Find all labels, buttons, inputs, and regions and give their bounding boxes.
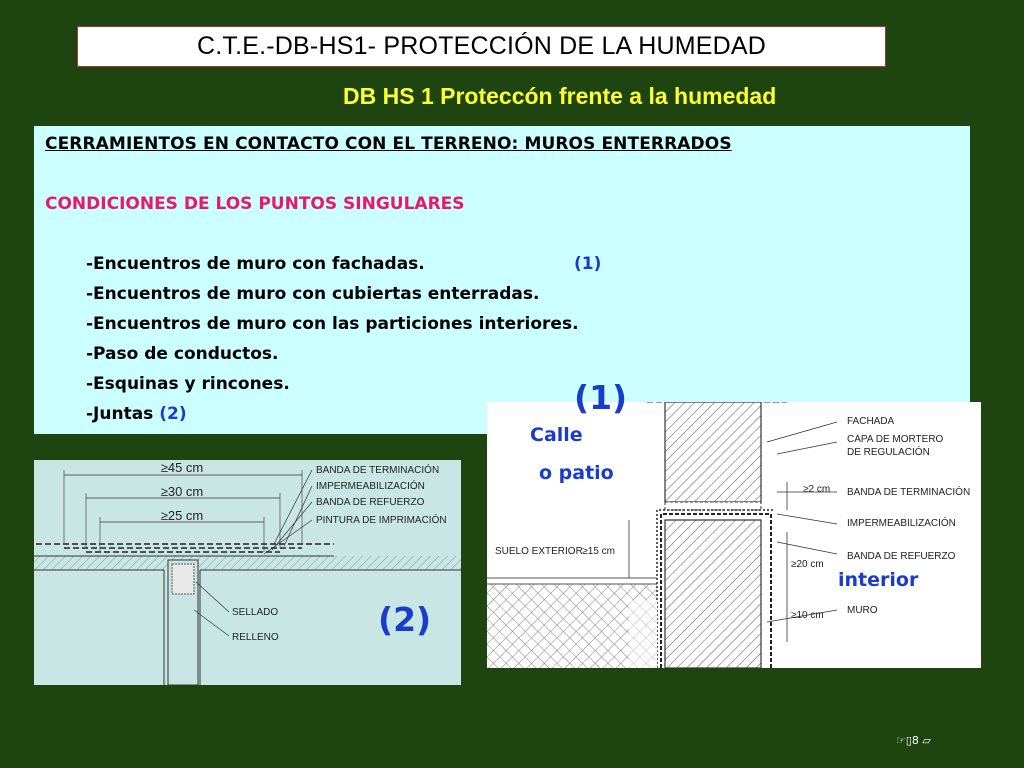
label-patio: o patio: [539, 462, 614, 484]
label-pintura: PINTURA DE IMPRIMACIÓN: [316, 515, 447, 526]
dim-2cm: ≥2 cm: [803, 484, 831, 495]
reference-1: (1): [574, 254, 602, 274]
list-item: -Paso de conductos.: [86, 344, 279, 364]
slide-subtitle: DB HS 1 Proteccón frente a la humedad: [343, 83, 777, 109]
dim-15cm: ≥15 cm: [582, 546, 615, 557]
label-calle: Calle: [530, 424, 583, 446]
list-item-label: -Juntas: [86, 404, 154, 424]
figure-1-label: (1): [574, 378, 628, 417]
label-muro: MURO: [847, 605, 878, 616]
reference-2: (2): [159, 404, 187, 424]
corner-glyph: ☞▯8 ▱: [896, 734, 931, 747]
dim-30cm: ≥30 cm: [160, 484, 204, 499]
dim-25cm: ≥25 cm: [160, 508, 204, 523]
label-mortero-1: CAPA DE MORTERO: [847, 434, 944, 445]
label-impermeabilizacion-2: IMPERMEABILIZACIÓN: [316, 481, 425, 492]
list-item-juntas: [86, 404, 187, 424]
list-item: -Encuentros de muro con las particiones interiores.: [86, 314, 579, 334]
label-suelo: SUELO EXTERIOR: [495, 546, 583, 557]
label-sellado: SELLADO: [232, 607, 279, 618]
label-mortero-2: DE REGULACIÓN: [847, 447, 930, 458]
section-heading: CONDICIONES DE LOS PUNTOS SINGULARES: [45, 194, 465, 214]
dim-20cm: ≥20 cm: [791, 559, 824, 570]
slide-title: [77, 26, 886, 67]
label-fachada: FACHADA: [847, 416, 895, 427]
list-item: -Encuentros de muro con cubiertas enterradas.: [86, 284, 540, 304]
content-heading: CERRAMIENTOS EN CONTACTO CON EL TERRENO: MUROS ENTERRADOS: [45, 134, 732, 154]
label-refuerzo-2: BANDA DE REFUERZO: [316, 497, 425, 508]
diagram-joint: [34, 460, 461, 685]
label-interior: interior: [838, 569, 919, 591]
label-refuerzo: BANDA DE REFUERZO: [847, 551, 956, 562]
figure-2-label: (2): [378, 600, 432, 639]
label-terminacion: BANDA DE TERMINACIÓN: [847, 487, 971, 498]
dim-45cm: ≥45 cm: [160, 460, 204, 475]
label-impermeabilizacion: IMPERMEABILIZACIÓN: [847, 518, 956, 529]
label-terminacion-2: BANDA DE TERMINACIÓN: [316, 465, 440, 476]
diagram-joint-drawing: [34, 460, 461, 685]
list-item: -Encuentros de muro con fachadas.: [86, 254, 425, 274]
dim-10cm: ≥10 cm: [791, 610, 824, 621]
label-relleno: RELLENO: [232, 632, 279, 643]
slide-title-text: C.T.E.-DB-HS1- PROTECCIÓN DE LA HUMEDAD: [197, 32, 766, 60]
list-item: -Esquinas y rincones.: [86, 374, 290, 394]
content-panel: [34, 126, 970, 434]
